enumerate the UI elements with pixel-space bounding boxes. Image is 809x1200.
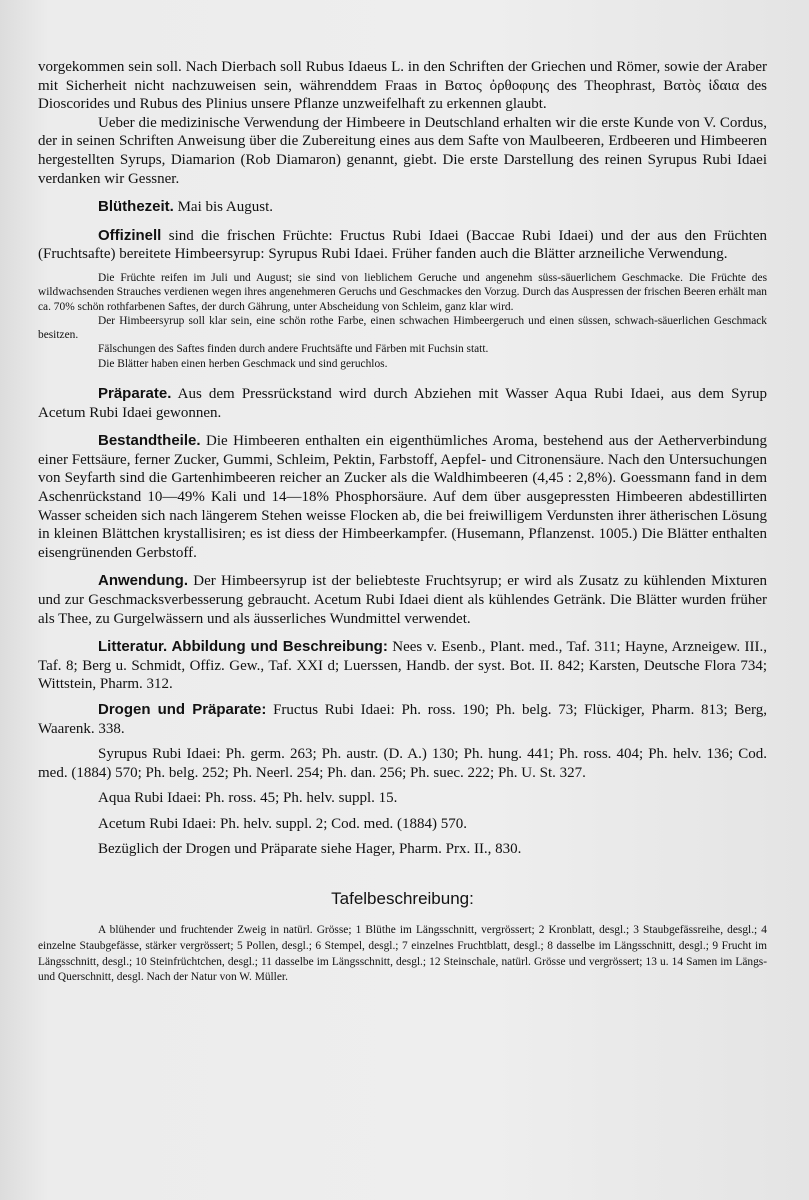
offizinell-heading: Offizinell: [98, 226, 162, 244]
offizinell-section: [38, 227, 767, 264]
litteratur-heading: Litteratur. Abbildung und Beschreibung:: [98, 638, 388, 656]
drogen-text: Fructus Rubi Idaei: Ph. ross. 190; Ph. belg. 73; Flückiger, Pharm. 813; Berg, Waarenk. 338.: [38, 701, 768, 737]
offizinell-note-3: Fälschungen des Saftes finden durch andere Fruchtsäfte und Färben mit Fuchsin statt.: [98, 343, 489, 356]
anwendung-text: Der Himbeersyrup ist der beliebteste Fruchtsyrup; er wird als Zusatz zu kühlenden Mixturen und zur Geschmacksverbesserung gebraucht. Acetum Rubi Idaei dient als kühlendes Getränk. Die Blätter wurden früher als Thee, zu Gurgelwässern und als äusserliches Wundmittel verwendet.: [38, 573, 767, 627]
offizinell-text: sind die frischen Früchte: Fructus Rubi Idaei (Baccae Rubi Idaei) und der aus den Früchten (Fruchtsafte) bereitete Himbeersyrup: Syrupus Rubi Idaei. Früher fanden auch die Blätter arzneiliche Verwendung.: [38, 227, 767, 263]
litteratur-section: [38, 638, 767, 694]
bestandtheile-section: [38, 432, 767, 562]
bluethezeit-text: Mai bis August.: [173, 199, 274, 216]
praeparate-heading: Präparate.: [98, 385, 172, 403]
praeparate-text: Aus dem Pressrückstand wird durch Abziehen mit Wasser Aqua Rubi Idaei, aus dem Syrup Acetum Rubi Idaei gewonnen.: [38, 386, 767, 421]
intro-paragraph: vorgekommen sein soll. Nach Dierbach soll Rubus Idaeus L. in den Schriften der Griechen und Römer, sowie der Araber mit Sicherheit nicht nachzuweisen sein, währenddem Fraas in Βατος ὀρθοφυης des Theophrast, Βατὸς ἰδαια des Dioscorides und Rubus des Plinius unsere Pflanze unzweifelhaft zu erkennen glaubt.: [38, 59, 767, 113]
praeparate-section: [38, 385, 767, 422]
cordus-paragraph: Ueber die medizinische Verwendung der Himbeere in Deutschland erhalten wir die erste Kunde von V. Cordus, der in seinen Schriften Anweisung über die Zubereitung eines aus dem Safte von Maulbeeren, Erdbeeren und Himbeeren hergestellten Syrups, Diamarion (Rob Diamaron) genannt, giebt. Die erste Darstellung des reinen Syrupus Rubi Idaei verdanken wir Gessner.: [38, 114, 767, 187]
tafel-title: Tafelbeschreibung:: [331, 889, 474, 909]
acetum-references: Acetum Rubi Idaei: Ph. helv. suppl. 2; Cod. med. (1884) 570.: [98, 815, 467, 832]
offizinell-note-2: Der Himbeersyrup soll klar sein, eine schön rothe Farbe, einen schwachen Himbeergeruch und einen süssen, schwach-säuerlichen Geschmack besitzen.: [38, 314, 767, 342]
aqua-references: Aqua Rubi Idaei: Ph. ross. 45; Ph. helv. suppl. 15.: [98, 790, 398, 807]
hager-reference: Bezüglich der Drogen und Präparate siehe Hager, Pharm. Prx. II., 830.: [98, 841, 522, 858]
drogen-heading: Drogen und Präparate:: [98, 700, 267, 718]
bluethezeit-heading: Blüthezeit.: [98, 198, 174, 216]
litteratur-text: Nees v. Esenb., Plant. med., Taf. 311; Hayne, Arzneigew. III., Taf. 8; Berg u. Schmidt, Offiz. Gew., Taf. XXI d; Luerssen, Handb. der syst. Bot. II. 842; Karsten, Deutsche Flora 734; Wittstein, Pharm. 312.: [38, 639, 767, 693]
syrupus-references: Syrupus Rubi Idaei: Ph. germ. 263; Ph. austr. (D. A.) 130; Ph. hung. 441; Ph. ross. 404; Ph. helv. 136; Cod. med. (1884) 570; Ph. belg. 252; Ph. Neerl. 254; Ph. dan. 256; Ph. suec. 222; Ph. U. St. 327.: [38, 746, 767, 781]
anwendung-section: [38, 572, 767, 628]
offizinell-note-4: Die Blätter haben einen herben Geschmack und sind geruchlos.: [98, 357, 388, 370]
offizinell-note-1: Die Früchte reifen im Juli und August; sie sind von lieblichem Geruche und angenehm süss-säuerlichem Geschmacke. Die Früchte des wildwachsenden Strauches verdienen wegen ihres angenehmeren Geruchs und Geschmackes den Vorzug. Durch das Auspressen der frischen Beeren erhält man ca. 70% schön rothfarbenen Saftes, der durch Gährung, unter Abscheidung von Schleim, ganz klar wird.: [38, 271, 767, 313]
tafel-caption: A blühender und fruchtender Zweig in natürl. Grösse; 1 Blüthe im Längsschnitt, vergrössert; 2 Kronblatt, desgl.; 3 Staubgefässreihe, desgl.; 4 einzelne Staubgefässe, stärker vergrössert; 5 Pollen, desgl.; 6 Stempel, desgl.; 7 einzelnes Fruchtblatt, desgl.; 8 dasselbe im Längsschnitt, desgl.; 9 Frucht im Längsschnitt, desgl.; 10 Steinfrüchtchen, desgl.; 11 dasselbe im Längsschnitt, desgl.; 12 Steinschale, natürl. Grösse und vergrössert; 13 u. 14 Samen im Längs- und Querschnitt, desgl. Nach der Natur von W. Müller.: [38, 924, 767, 984]
drogen-section: [38, 701, 767, 738]
bestandtheile-text: Die Himbeeren enthalten ein eigenthümliches Aroma, bestehend aus der Aetherverbindung einer Fettsäure, ferner Zucker, Gummi, Schleim, Pektin, Farbstoff, Aepfel- und Citronensäure. Nach den Untersuchungen von Seyfarth sind die Gartenhimbeeren reicher an Zucker als die Waldhimbeeren (4,45 : 2,8%). Goessmann fand in dem Aschenrückstand 10—49% Kali und 14—18% Phosphorsäure. Auf dem über ausgepressten Himbeeren abdestillirten Wasser scheiden sich nach längerem Stehen weisse Flocken ab, die bei freiwilligem Verdunsten ihrer ätherischen Lösung in kleinen Blättchen krystallisiren; es ist diess der Himbeerkampfer. (Husemann, Pflanzenst. 1005.) Die Blätter enthalten eisengrünenden Gerbstoff.: [38, 433, 767, 561]
bestandtheile-heading: Bestandtheile.: [98, 432, 201, 450]
anwendung-heading: Anwendung.: [98, 572, 188, 590]
bluethezeit-section: [38, 198, 767, 217]
